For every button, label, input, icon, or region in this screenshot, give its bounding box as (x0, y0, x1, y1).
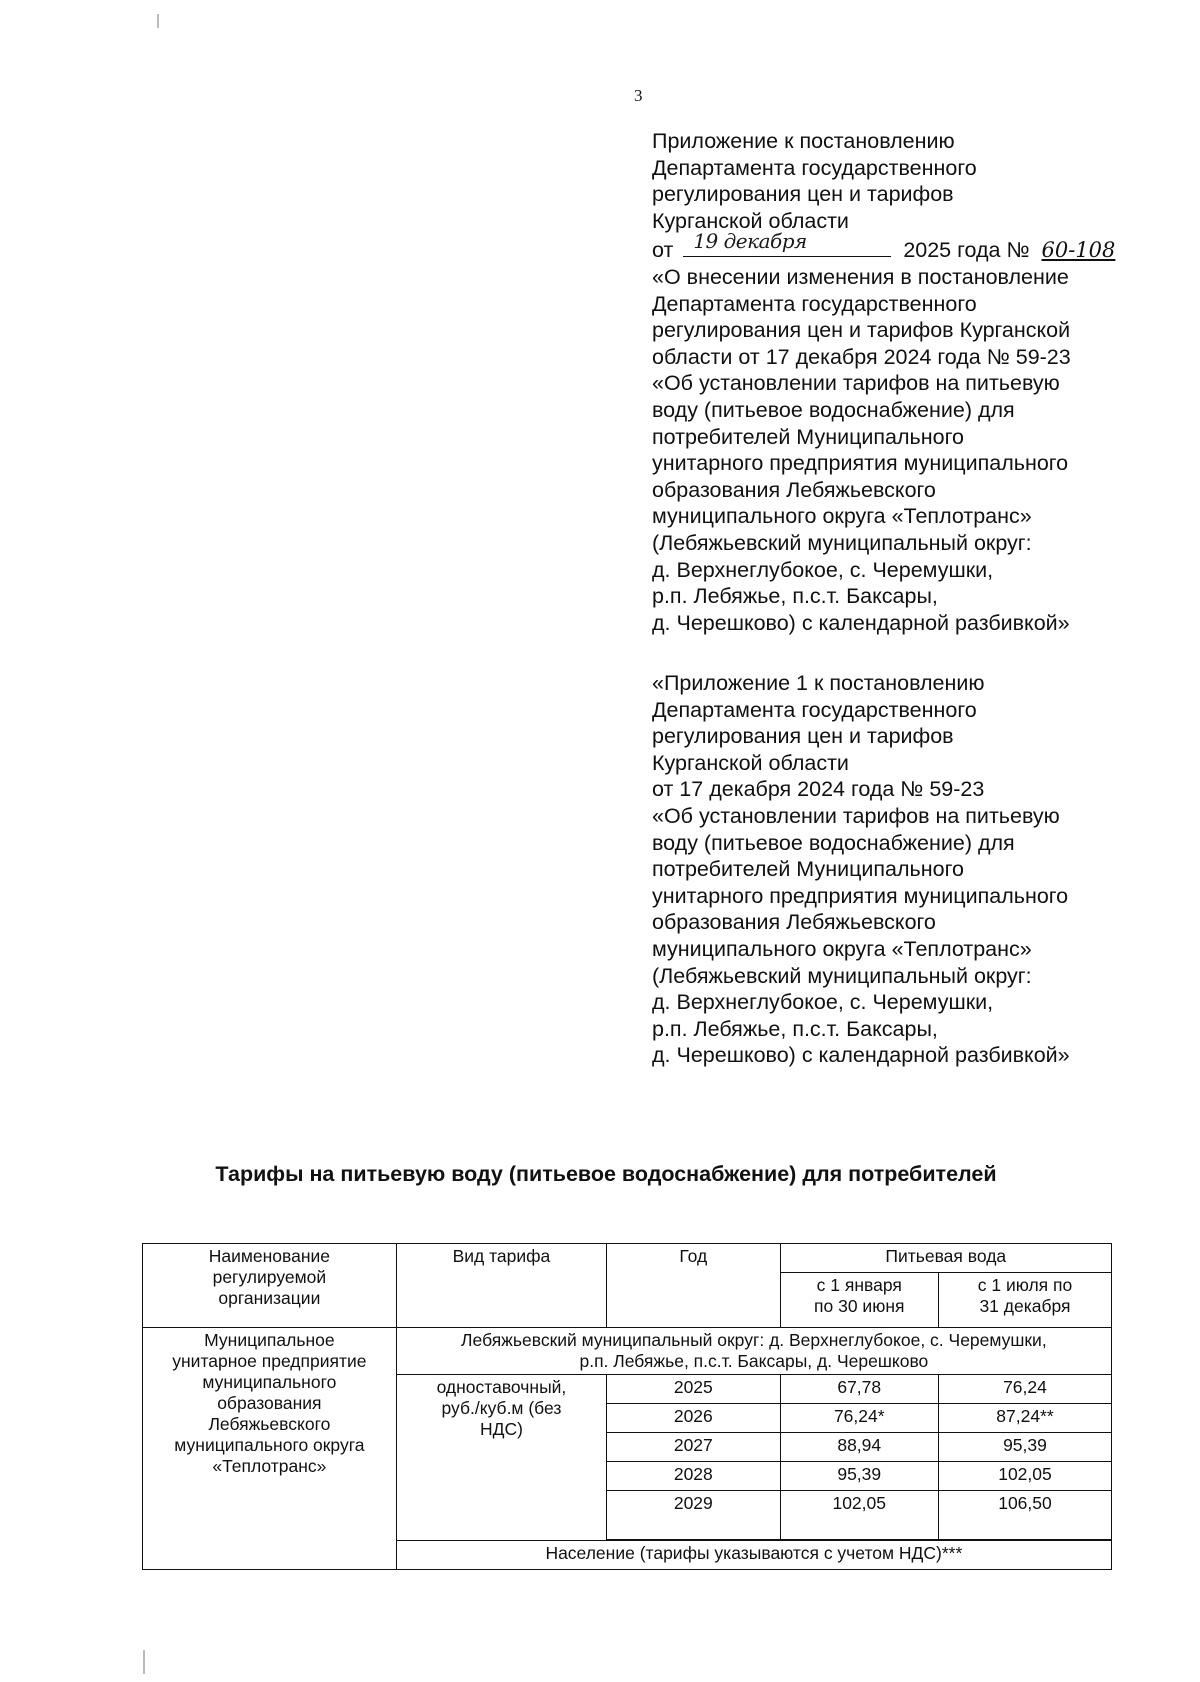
annex-title-line: «О внесении изменения в постановление (652, 264, 1069, 289)
annex-line: регулирования цен и тарифов (652, 724, 954, 749)
annex-amendment-header (652, 128, 1172, 636)
annex-title-line: области от 17 декабря 2024 года № 59-23 (652, 344, 1071, 369)
territory-text: Лебяжьевский муниципальный округ: д. Верхнеглубокое, с. Черемушки, (461, 1330, 1047, 1350)
annex-line: д. Черешково) с календарной разбивкой» (652, 1043, 1070, 1068)
year-cell: 2028 (607, 1462, 780, 1491)
annex-line: «Приложение 1 к постановлению (652, 671, 985, 695)
header-second-half (938, 1273, 1111, 1328)
territory-cell (396, 1328, 1111, 1375)
org-text: Лебяжьевского (208, 1414, 331, 1434)
annex-line: образования Лебяжьевского (652, 910, 936, 935)
annex-line: потребителей Муниципального (652, 857, 964, 882)
header-text: Наименование (208, 1246, 331, 1266)
annex-line: регулирования цен и тарифов (652, 182, 954, 207)
date-prefix: от (652, 238, 674, 263)
year-cell: 2025 (607, 1375, 780, 1404)
header-tariff-kind: Вид тарифа (396, 1244, 606, 1328)
year-cell: 2026 (607, 1404, 780, 1433)
org-text: муниципального округа (174, 1435, 365, 1455)
first-half-value: 67,78 (780, 1375, 938, 1404)
second-half-value: 76,24 (938, 1375, 1111, 1404)
annex-title-line: «Об установлении тарифов на питьевую (652, 371, 1060, 396)
annex-title-line: д. Верхнеглубокое, с. Черемушки, (652, 557, 994, 582)
header-text: регулируемой (212, 1267, 327, 1287)
org-text: унитарное предприятие (172, 1351, 367, 1371)
annex-title-line: регулирования цен и тарифов Курганской (652, 318, 1071, 343)
first-half-value: 88,94 (780, 1433, 938, 1462)
header-first-half (780, 1273, 938, 1328)
first-half-value: 95,39 (780, 1462, 938, 1491)
annex-line: Департамента государственного (652, 155, 977, 180)
annex-original-header (652, 670, 1172, 1069)
org-text: образования (217, 1393, 322, 1413)
org-text: Муниципальное (204, 1330, 335, 1350)
annex-title-line: воду (питьевое водоснабжение) для (652, 397, 1015, 422)
annex-line: «Об установлении тарифов на питьевую (652, 803, 1060, 828)
first-half-value: 102,05 (780, 1491, 938, 1540)
resolution-date-line (652, 228, 1172, 264)
header-text: по 30 июня (814, 1296, 905, 1316)
year-cell: 2027 (607, 1433, 780, 1462)
annex-title-line: Департамента государственного (652, 291, 977, 316)
annex-title-line: (Лебяжьевский муниципальный округ: (652, 530, 1032, 555)
first-half-value: 76,24* (780, 1404, 938, 1433)
table-title: Тарифы на питьевую воду (питьевое водоснабжение) для потребителей (215, 1162, 997, 1186)
annex-title-line: образования Лебяжьевского (652, 477, 936, 502)
tariff-table (142, 1243, 1112, 1570)
annex-title-line: д. Черешково) с календарной разбивкой» (652, 610, 1070, 635)
annex-title-line: унитарного предприятия муниципального (652, 451, 1069, 476)
handwritten-date-field (683, 228, 891, 257)
territory-row (143, 1328, 1112, 1375)
organization-name (143, 1328, 397, 1570)
tariff-kind-text: НДС) (479, 1419, 523, 1439)
annex-line: муниципального округа «Теплотранс» (652, 936, 1032, 961)
table-header-row (143, 1244, 1112, 1273)
annex-line: Приложение к постановлению (652, 129, 955, 153)
annex-title-line: р.п. Лебяжье, п.с.т. Баксары, (652, 584, 938, 609)
annex-line: р.п. Лебяжье, п.с.т. Баксары, (652, 1016, 938, 1041)
tariff-kind-text: руб./куб.м (без (441, 1398, 562, 1418)
annex-title-line: муниципального округа «Теплотранс» (652, 504, 1032, 529)
annex-line: Курганской области (652, 208, 849, 233)
annex-line: унитарного предприятия муниципального (652, 883, 1069, 908)
scan-margin-mark (157, 14, 159, 28)
annex-line: от 17 декабря 2024 года № 59-23 (652, 777, 985, 802)
second-half-value: 87,24** (938, 1404, 1111, 1433)
year-cell: 2029 (607, 1491, 780, 1540)
header-text: с 1 января (816, 1275, 902, 1295)
annex-line: (Лебяжьевский муниципальный округ: (652, 963, 1032, 988)
second-half-value: 106,50 (938, 1491, 1111, 1540)
header-drinking-water: Питьевая вода (780, 1244, 1111, 1273)
annex-line: Курганской области (652, 750, 849, 775)
annex-title-line: потребителей Муниципального (652, 424, 964, 449)
annex-line: Департамента государственного (652, 697, 977, 722)
header-year: Год (607, 1244, 780, 1328)
scan-margin-mark (143, 1650, 145, 1674)
year-text: 2025 года № (903, 238, 1030, 263)
header-text: с 1 июля по (977, 1275, 1073, 1295)
header-organization (143, 1244, 397, 1328)
page-number: 3 (634, 86, 643, 105)
handwritten-date: 19 декабря (693, 228, 807, 253)
tariff-kind-text: одноставочный, (436, 1377, 567, 1397)
second-half-value: 102,05 (938, 1462, 1111, 1491)
tariff-kind-cell (396, 1375, 606, 1541)
handwritten-number: 60-108 (1041, 238, 1116, 263)
header-text: 31 декабря (979, 1296, 1071, 1316)
org-text: муниципального (202, 1372, 337, 1392)
second-half-value: 95,39 (938, 1433, 1111, 1462)
annex-line: воду (питьевое водоснабжение) для (652, 830, 1015, 855)
territory-text: р.п. Лебяжье, п.с.т. Баксары, д. Черешково (579, 1351, 929, 1371)
header-text: организации (218, 1288, 321, 1308)
annex-line: д. Верхнеглубокое, с. Черемушки, (652, 990, 994, 1015)
org-text: «Теплотранс» (212, 1456, 327, 1476)
population-cell: Население (тарифы указываются с учетом НДС)*** (396, 1541, 1111, 1570)
